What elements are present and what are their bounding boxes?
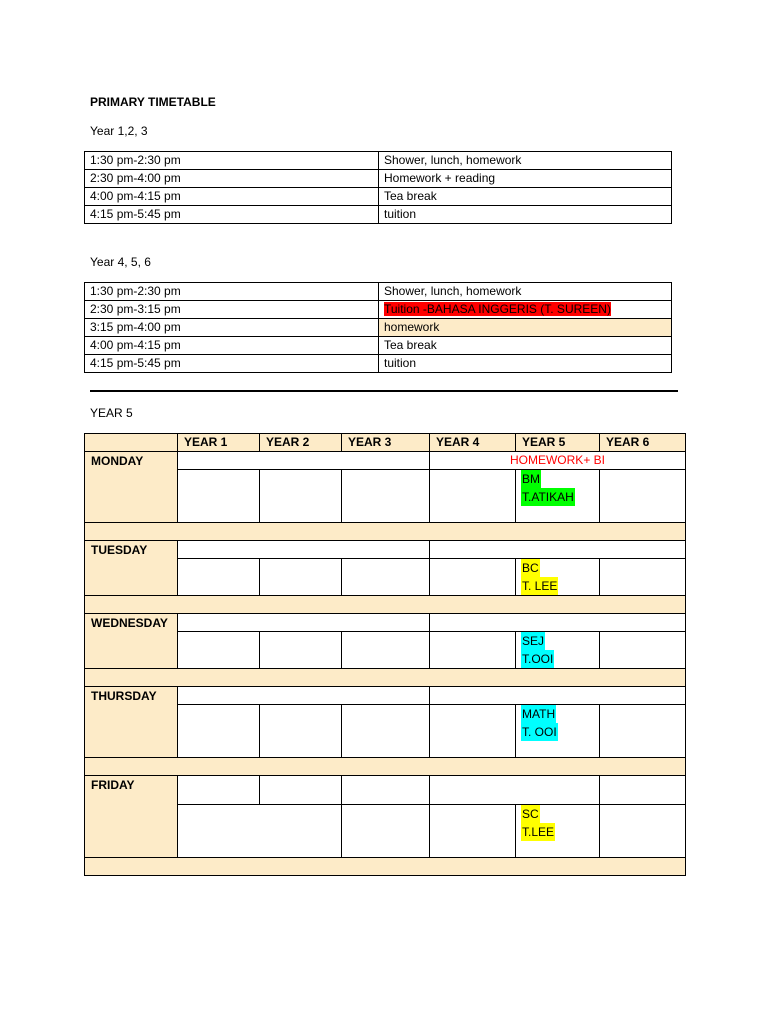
group1-table xyxy=(84,151,672,224)
activity-cell: Homework + reading xyxy=(379,170,672,188)
time-cell: 4:00 pm-4:15 pm xyxy=(85,337,379,355)
thursday-year5-slot xyxy=(516,705,600,758)
empty-cell xyxy=(600,632,686,669)
time-cell: 4:15 pm-5:45 pm xyxy=(85,355,379,373)
spacer-cell xyxy=(85,523,686,541)
activity-cell: Shower, lunch, homework xyxy=(379,283,672,301)
empty-cell xyxy=(342,776,430,805)
empty-cell xyxy=(430,776,600,805)
empty-cell xyxy=(430,541,686,559)
spacer-row xyxy=(85,858,686,876)
empty-cell xyxy=(342,632,430,669)
empty-cell xyxy=(178,705,260,758)
empty-cell xyxy=(600,470,686,523)
day-friday: FRIDAY xyxy=(85,776,178,858)
activity-cell xyxy=(379,301,672,319)
subject-tag: SC xyxy=(522,807,539,821)
weekly-label: YEAR 5 xyxy=(90,406,133,420)
subject-tag: MATH xyxy=(522,707,556,721)
subject-tag: BC xyxy=(522,561,539,575)
page-title: PRIMARY TIMETABLE xyxy=(90,95,216,109)
empty-cell xyxy=(430,805,516,858)
table-row xyxy=(85,355,672,373)
empty-cell xyxy=(260,776,342,805)
friday-year5-slot xyxy=(516,805,600,858)
header-year-4: YEAR 4 xyxy=(430,434,516,452)
table-row xyxy=(85,301,672,319)
empty-cell xyxy=(342,705,430,758)
subject-tag: SEJ xyxy=(522,634,545,648)
empty-cell xyxy=(600,805,686,858)
empty-cell xyxy=(600,705,686,758)
empty-cell xyxy=(260,470,342,523)
empty-cell xyxy=(600,559,686,596)
empty-cell xyxy=(342,559,430,596)
monday-top-row xyxy=(85,452,686,470)
weekly-timetable xyxy=(84,433,686,876)
spacer-cell xyxy=(85,669,686,687)
tuesday-year5-slot xyxy=(516,559,600,596)
spacer-cell xyxy=(85,758,686,776)
thursday-top-row xyxy=(85,687,686,705)
group1-label: Year 1,2, 3 xyxy=(90,124,148,138)
table-row xyxy=(85,152,672,170)
table-row xyxy=(85,206,672,224)
day-tuesday: TUESDAY xyxy=(85,541,178,596)
header-year-6: YEAR 6 xyxy=(600,434,686,452)
teacher-tag: T.LEE xyxy=(522,825,555,839)
time-cell: 2:30 pm-4:00 pm xyxy=(85,170,379,188)
header-year-5: YEAR 5 xyxy=(516,434,600,452)
empty-cell xyxy=(260,559,342,596)
empty-cell xyxy=(178,632,260,669)
teacher-tag: T. LEE xyxy=(522,579,558,593)
empty-cell xyxy=(430,559,516,596)
empty-cell xyxy=(178,776,260,805)
empty-cell xyxy=(178,614,430,632)
highlighted-activity: Tuition -BAHASA INGGERIS (T. SUREEN) xyxy=(384,302,611,316)
table-row xyxy=(85,319,672,337)
time-cell: 4:15 pm-5:45 pm xyxy=(85,206,379,224)
monday-year5-slot xyxy=(516,470,600,523)
friday-top-row xyxy=(85,776,686,805)
day-monday: MONDAY xyxy=(85,452,178,523)
table-row xyxy=(85,337,672,355)
activity-cell: tuition xyxy=(379,206,672,224)
header-row xyxy=(85,434,686,452)
empty-cell xyxy=(600,776,686,805)
group2-table xyxy=(84,282,672,373)
activity-cell: Shower, lunch, homework xyxy=(379,152,672,170)
empty-cell xyxy=(342,805,430,858)
time-cell: 1:30 pm-2:30 pm xyxy=(85,152,379,170)
spacer-row xyxy=(85,523,686,541)
header-year-2: YEAR 2 xyxy=(260,434,342,452)
time-cell: 4:00 pm-4:15 pm xyxy=(85,188,379,206)
empty-cell xyxy=(178,805,342,858)
table-row xyxy=(85,188,672,206)
time-cell: 1:30 pm-2:30 pm xyxy=(85,283,379,301)
teacher-tag: T.OOI xyxy=(522,652,554,666)
empty-cell xyxy=(260,632,342,669)
time-cell: 3:15 pm-4:00 pm xyxy=(85,319,379,337)
empty-cell xyxy=(178,452,430,470)
empty-cell xyxy=(430,687,686,705)
header-year-3: YEAR 3 xyxy=(342,434,430,452)
header-corner xyxy=(85,434,178,452)
empty-cell xyxy=(178,559,260,596)
group2-label: Year 4, 5, 6 xyxy=(90,255,151,269)
activity-cell: Tea break xyxy=(379,188,672,206)
monday-note: HOMEWORK+ BI xyxy=(430,452,686,470)
day-wednesday: WEDNESDAY xyxy=(85,614,178,669)
activity-cell: Tea break xyxy=(379,337,672,355)
spacer-row xyxy=(85,596,686,614)
empty-cell xyxy=(342,470,430,523)
subject-tag: BM xyxy=(522,472,540,486)
empty-cell xyxy=(430,614,686,632)
empty-cell xyxy=(178,687,430,705)
empty-cell xyxy=(260,705,342,758)
activity-cell: homework xyxy=(379,319,672,337)
empty-cell xyxy=(430,632,516,669)
wednesday-top-row xyxy=(85,614,686,632)
spacer-row xyxy=(85,758,686,776)
wednesday-year5-slot xyxy=(516,632,600,669)
spacer-cell xyxy=(85,596,686,614)
empty-cell xyxy=(178,470,260,523)
tuesday-top-row xyxy=(85,541,686,559)
activity-cell: tuition xyxy=(379,355,672,373)
spacer-row xyxy=(85,669,686,687)
time-cell: 2:30 pm-3:15 pm xyxy=(85,301,379,319)
empty-cell xyxy=(178,541,430,559)
header-year-1: YEAR 1 xyxy=(178,434,260,452)
day-thursday: THURSDAY xyxy=(85,687,178,758)
table-row xyxy=(85,283,672,301)
empty-cell xyxy=(430,705,516,758)
horizontal-divider xyxy=(90,390,678,392)
teacher-tag: T. OOI xyxy=(522,725,557,739)
spacer-cell xyxy=(85,858,686,876)
table-row xyxy=(85,170,672,188)
teacher-tag: T.ATIKAH xyxy=(522,490,574,504)
empty-cell xyxy=(430,470,516,523)
